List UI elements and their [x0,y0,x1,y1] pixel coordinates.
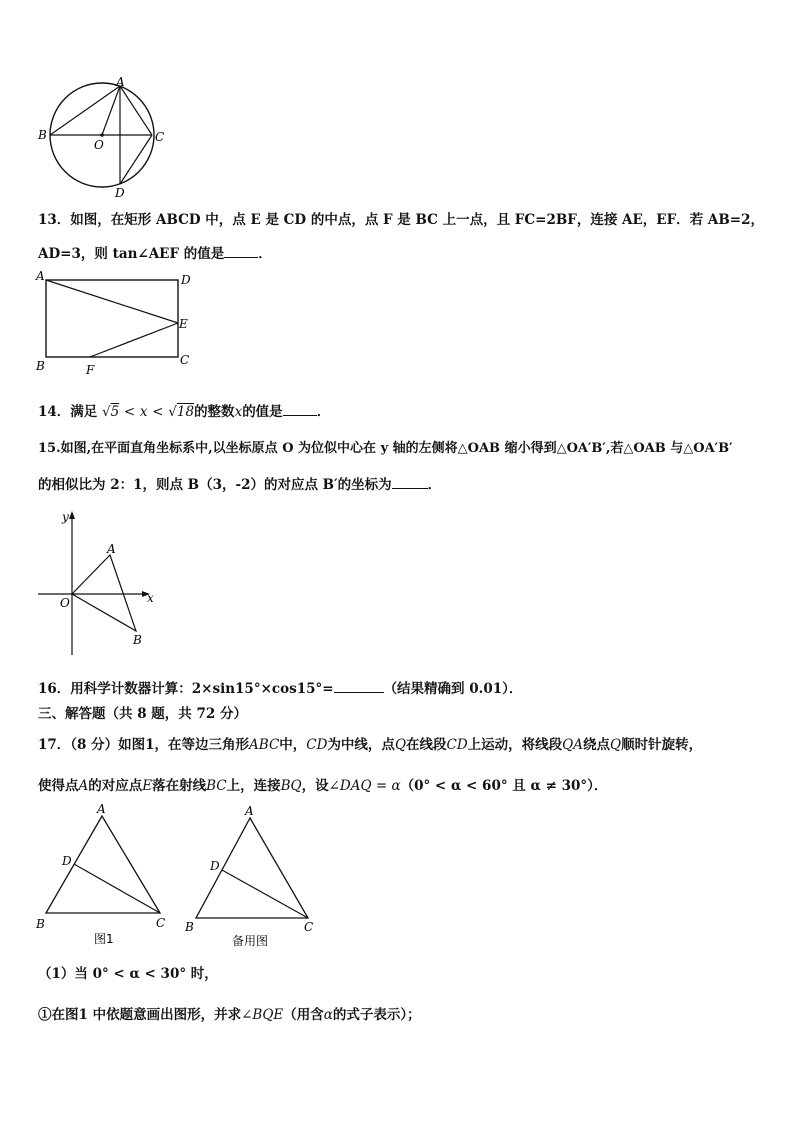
q15-label-a: A [107,542,116,556]
q15-label-b: B [133,633,142,647]
q12-label-a: A [116,75,125,89]
q17-fig1-caption: 图1 [94,932,114,946]
q17-fig2-label-d: D [210,859,220,873]
q14-line [38,400,330,420]
q13-label-f: F [86,363,95,377]
q13-label-a: A [36,270,45,283]
q14-x: x [139,404,148,420]
q12-label-o: O [94,138,104,152]
q13-line2 [38,242,272,262]
q14-lt1: < [123,404,136,420]
q17-line2: 使得点A的对应点E落在射线BC上，连接BQ，设∠DAQ = α（0° < α < 60° 且 α ≠ 30°）． [38,778,608,794]
q13-label-e: E [179,317,188,331]
q15-text: 的相似比为 2：1，则点 B（3，-2）的对应点 B′的坐标为 [38,477,392,493]
q17-fig1-label-a: A [97,802,106,816]
section3-title: 三、解答题（共 8 题，共 72 分） [38,706,247,722]
q14-sqrt5: √5 [102,404,120,420]
q12-label-d: D [115,186,125,200]
q14-answer-blank[interactable] [283,415,317,416]
q15-label-x: x [147,591,154,605]
q12-label-c: C [155,130,165,144]
q13-answer-blank[interactable] [224,257,258,258]
q16-end: （结果精确到 0.01）． [383,681,523,697]
q17-part1: （1）当 0° < α < 30° 时， [38,966,218,982]
q13-text: AD=3，则 tan∠AEF 的值是 [38,246,225,262]
q15-end: ． [427,477,442,493]
q17-figure1 [30,800,180,950]
q17-line1: 17．（8 分）如图1，在等边三角形ABC中，CD为中线，点Q在线段CD上运动，将线段QA绕点Q顺时针旋转， [38,737,703,753]
q13-end: ． [258,246,272,262]
q13-line1: 13．如图，在矩形 ABCD 中，点 E 是 CD 的中点，点 F 是 BC 上一点，且 FC=2BF，连接 AE，EF．若 AB=2， [38,212,764,228]
q13-label-c: C [180,353,190,367]
q12-label-b: B [38,128,47,142]
q14-x2: x [234,404,243,420]
q16-text: 16．用科学计数器计算：2×sin15°×cos15°= [38,681,334,697]
q16-line [38,677,522,697]
q17-part1-item: ①在图1 中依题意画出图形，并求∠BQE（用含α的式子表示）； [38,1007,421,1023]
q14-suffix: 的整数 [194,404,235,420]
q13-label-b: B [36,359,45,373]
q14-prefix: 14．满足 [38,404,98,420]
q13-rectangle-figure [32,270,202,380]
q17-figure-backup [178,800,328,950]
q13-label-d: D [181,273,191,287]
q17-fig1-label-c: C [156,916,166,930]
q15-coordinate-figure [30,505,170,660]
q15-label-o: O [60,596,70,610]
q14-suffix2: 的值是 [242,404,283,420]
q17-fig2-label-c: C [304,920,314,934]
q15-line2 [38,473,441,493]
q14-sqrt18: √18 [168,404,195,420]
q14-end: ． [316,404,331,420]
q15-line1: 15.如图,在平面直角坐标系中,以坐标原点 O 为位似中心在 y 轴的左侧将△OAB 缩小得到△OA′B′,若△OAB 与△OA′B′ [38,441,733,456]
q17-fig1-label-b: B [36,917,45,931]
q15-label-y: y [62,510,69,524]
q17-fig2-label-a: A [245,804,254,818]
q12-circle-figure [30,75,170,200]
q17-fig2-caption: 备用图 [232,934,269,948]
q15-answer-blank[interactable] [392,488,428,489]
q17-fig1-label-d: D [62,854,72,868]
q14-lt2: < [152,404,164,420]
q17-fig2-label-b: B [185,920,194,934]
q16-answer-blank[interactable] [334,692,384,693]
